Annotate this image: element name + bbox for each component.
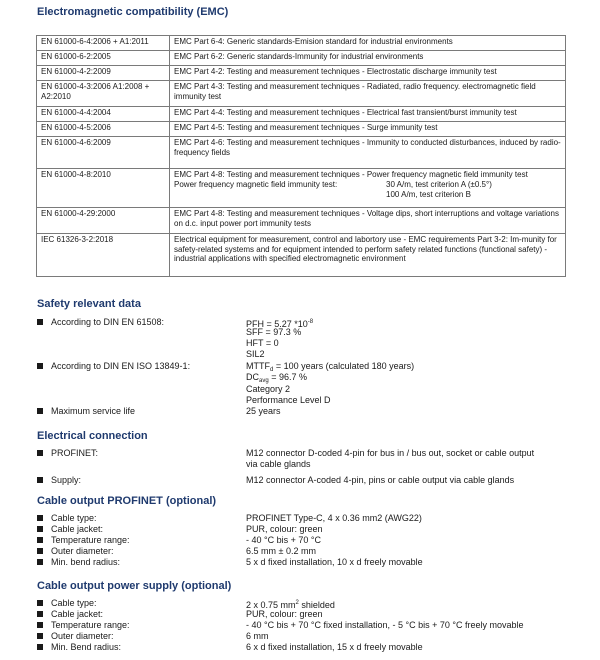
outer-diameter-value: 6 mm bbox=[246, 631, 269, 641]
bullet-icon bbox=[37, 537, 43, 543]
description-cell: EMC Part 4-8: Testing and measurement techniques - Voltage dips, short interruptions and voltage variations on d.c. input power port immunity tests bbox=[170, 208, 566, 234]
description-cell: EMC Part 4-6: Testing and measurement techniques - Immunity to conducted disturbances, induced by radio-frequency fields bbox=[170, 137, 566, 169]
test-criterion-b: 100 A/m, test criterion B bbox=[386, 189, 471, 199]
sil-value: SIL2 bbox=[246, 349, 265, 359]
bend-radius-value: 5 x d fixed installation, 10 x d freely movable bbox=[246, 557, 423, 567]
description-cell: EMC Part 4-5: Testing and measurement techniques - Surge immunity test bbox=[170, 122, 566, 137]
bend-radius-value: 6 x d fixed installation, 15 x d freely movable bbox=[246, 642, 423, 652]
temperature-label: Temperature range: bbox=[51, 535, 130, 545]
bullet-icon bbox=[37, 611, 43, 617]
performance-value: Performance Level D bbox=[246, 395, 331, 405]
cable-jacket-value: PUR, colour: green bbox=[246, 524, 323, 534]
description-cell: Electrical equipment for measurement, control and labortory use - EMC requirements Part 3-2: Im-munity for safety-related systems and for equipment intended to perform safety related functions (functional safety) - industrial applications with specified electromagnetic environment bbox=[170, 234, 566, 277]
standard-cell: EN 61000-4-29:2000 bbox=[37, 208, 170, 234]
emc-table bbox=[36, 35, 566, 277]
table-row bbox=[37, 107, 566, 122]
bend-radius-label: Min. Bend radius: bbox=[51, 642, 122, 652]
table-row bbox=[37, 234, 566, 277]
bullet-icon bbox=[37, 526, 43, 532]
cable-type-label: Cable type: bbox=[51, 513, 97, 523]
bullet-icon bbox=[37, 633, 43, 639]
category-value: Category 2 bbox=[246, 384, 291, 394]
bullet-icon bbox=[37, 319, 43, 325]
description-cell bbox=[170, 169, 566, 208]
table-row bbox=[37, 36, 566, 51]
supply-value: M12 connector A-coded 4-pin, pins or cable output via cable glands bbox=[246, 475, 515, 485]
standard-cell: IEC 61326-3-2:2018 bbox=[37, 234, 170, 277]
profinet-value: M12 connector D-coded 4-pin for bus in / bus out, socket or cable output bbox=[246, 448, 535, 458]
test-criterion-a: 30 A/m, test criterion A (±0.5°) bbox=[386, 179, 492, 189]
electrical-heading: Electrical connection bbox=[37, 430, 148, 442]
description-cell: EMC Part 6-4: Generic standards-Emision standard for industrial environments bbox=[170, 36, 566, 51]
bullet-icon bbox=[37, 450, 43, 456]
temperature-value: - 40 °C bis + 70 °C fixed installation, - 5 °C bis + 70 °C freely movable bbox=[246, 620, 524, 630]
table-row bbox=[37, 169, 566, 208]
standard-cell: EN 61000-4-8:2010 bbox=[37, 169, 170, 208]
cable-jacket-value: PUR, colour: green bbox=[246, 609, 323, 619]
temperature-label: Temperature range: bbox=[51, 620, 130, 630]
emc-heading: Electromagnetic compatibility (EMC) bbox=[37, 6, 229, 18]
service-life-label: Maximum service life bbox=[51, 406, 136, 416]
table-row bbox=[37, 208, 566, 234]
bullet-icon bbox=[37, 644, 43, 650]
description-cell: EMC Part 4-3: Testing and measurement techniques - Radiated, radio frequency. electromagnetic field immunity test bbox=[170, 81, 566, 107]
profinet-value-cont: via cable glands bbox=[246, 459, 311, 469]
table-row bbox=[37, 51, 566, 66]
outer-diameter-value: 6.5 mm ± 0.2 mm bbox=[246, 546, 316, 556]
supply-label: Supply: bbox=[51, 475, 82, 485]
sff-value: SFF = 97.3 % bbox=[246, 327, 302, 337]
standard-cell: EN 61000-4-2:2009 bbox=[37, 66, 170, 81]
description-text: EMC Part 4-8: Testing and measurement techniques - Power frequency magnetic field immunity test bbox=[174, 170, 528, 179]
bullet-icon bbox=[37, 559, 43, 565]
standard-cell: EN 61000-4-5:2006 bbox=[37, 122, 170, 137]
temperature-value: - 40 °C bis + 70 °C bbox=[246, 535, 321, 545]
outer-diameter-label: Outer diameter: bbox=[51, 546, 114, 556]
table-row bbox=[37, 81, 566, 107]
description-cell: EMC Part 6-2: Generic standards-Immunity for industrial environments bbox=[170, 51, 566, 66]
safety-heading: Safety relevant data bbox=[37, 298, 141, 310]
din-61508-label: According to DIN EN 61508: bbox=[51, 317, 165, 327]
table-row bbox=[37, 66, 566, 81]
service-life-value: 25 years bbox=[246, 406, 281, 416]
bullet-icon bbox=[37, 363, 43, 369]
standard-cell: EN 61000-6-4:2006 + A1:2011 bbox=[37, 36, 170, 51]
cable-type-value: 2 x 0.75 $mm^2$ shielded bbox=[246, 600, 335, 610]
description-cell: EMC Part 4-4: Testing and measurement techniques - Electrical fast transient/burst immunity test bbox=[170, 107, 566, 122]
cable-type-label: Cable type: bbox=[51, 598, 97, 608]
standard-cell: EN 61000-4-6:2009 bbox=[37, 137, 170, 169]
bullet-icon bbox=[37, 477, 43, 483]
bullet-icon bbox=[37, 548, 43, 554]
standard-cell: EN 61000-6-2:2005 bbox=[37, 51, 170, 66]
din-13849-label: According to DIN EN ISO 13849-1: bbox=[51, 361, 191, 371]
bullet-icon bbox=[37, 600, 43, 606]
cable-profinet-heading: Cable output PROFINET (optional) bbox=[37, 495, 217, 507]
profinet-label: PROFINET: bbox=[51, 448, 99, 458]
hft-value: HFT = 0 bbox=[246, 338, 279, 348]
pfh-value: PFH = 5.27 $*10^{-8}$ bbox=[246, 319, 314, 329]
mttf-value: $MTTF_d = 100$ years (calculated 180 years) bbox=[246, 361, 415, 373]
description-cell: EMC Part 4-2: Testing and measurement techniques - Electrostatic discharge immunity test bbox=[170, 66, 566, 81]
cable-power-heading: Cable output power supply (optional) bbox=[37, 580, 232, 592]
bullet-icon bbox=[37, 408, 43, 414]
standard-cell: EN 61000-4-4:2004 bbox=[37, 107, 170, 122]
cable-type-value: PROFINET Type-C, 4 x 0.36 mm2 (AWG22) bbox=[246, 513, 422, 523]
bend-radius-label: Min. bend radius: bbox=[51, 557, 121, 567]
bullet-icon bbox=[37, 515, 43, 521]
bullet-icon bbox=[37, 622, 43, 628]
table-row bbox=[37, 122, 566, 137]
outer-diameter-label: Outer diameter: bbox=[51, 631, 114, 641]
table-row bbox=[37, 137, 566, 169]
standard-cell: EN 61000-4-3:2006 A1:2008 + A2:2010 bbox=[37, 81, 170, 107]
dc-value: $DC_{avg} = 96.7$ % bbox=[246, 372, 307, 384]
test-label: Power frequency magnetic field immunity test: bbox=[174, 179, 338, 189]
cable-jacket-label: Cable jacket: bbox=[51, 524, 104, 534]
cable-jacket-label: Cable jacket: bbox=[51, 609, 104, 619]
